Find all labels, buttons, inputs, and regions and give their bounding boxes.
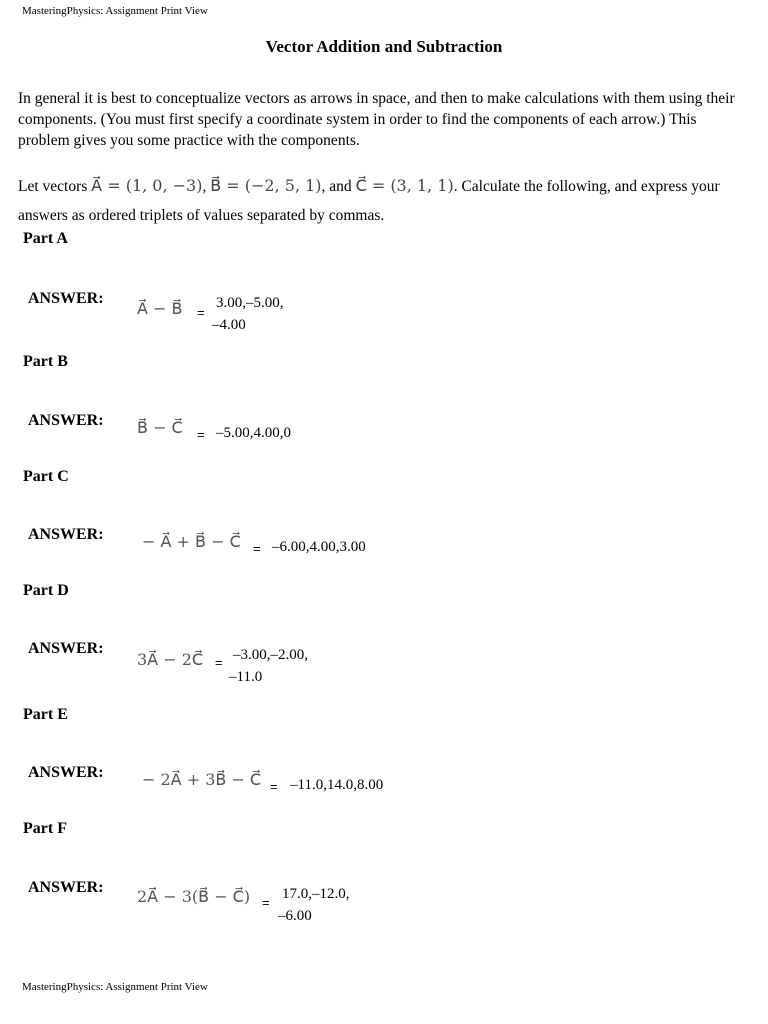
part-c-label: Part C: [23, 468, 69, 485]
part-e-value-line1: –11.0,14.0,8.00: [290, 777, 384, 793]
part-d-value-line2: –11.0: [229, 669, 263, 685]
page-title: Vector Addition and Subtraction: [265, 37, 503, 56]
part-b-value-line1: –5.00,4.00,0: [216, 425, 291, 441]
part-e-equals: =: [270, 779, 278, 794]
vector-definitions: [18, 171, 748, 230]
part-d-expression: 3A⃗ − 2C⃗: [137, 650, 204, 669]
let-separator-2: , and: [321, 178, 356, 195]
part-f-value-line1: 17.0,–12.0,: [282, 886, 350, 902]
part-a-equals: =: [197, 305, 205, 320]
vector-a-definition: A⃗ = (1, 0, −3): [91, 176, 203, 195]
part-b-expression: B⃗ − C⃗: [137, 418, 183, 437]
part-a-expression: A⃗ − B⃗: [137, 299, 183, 318]
vector-b-definition: B⃗ = (−2, 5, 1): [210, 176, 322, 195]
page-footer: MasteringPhysics: Assignment Print View: [22, 981, 208, 993]
let-separator-1: ,: [202, 178, 211, 195]
vector-c-definition: C⃗ = (3, 1, 1): [355, 176, 454, 195]
part-f-answer-label: ANSWER:: [28, 879, 104, 896]
part-a-value-line1: 3.00,–5.00,: [216, 295, 284, 311]
part-f-expression: 2A⃗ − 3(B⃗ − C⃗): [137, 887, 251, 906]
part-c-equals: =: [253, 541, 261, 556]
part-d-answer-label: ANSWER:: [28, 640, 104, 657]
part-b-label: Part B: [23, 353, 68, 370]
part-e-expression: − 2A⃗ + 3B⃗ − C⃗: [142, 770, 262, 789]
part-d-value-line1: –3.00,–2.00,: [233, 647, 308, 663]
part-c-value-line1: –6.00,4.00,3.00: [272, 539, 366, 555]
part-b-answer-label: ANSWER:: [28, 412, 104, 429]
part-c-answer-label: ANSWER:: [28, 526, 104, 543]
intro-paragraph: In general it is best to conceptualize vectors as arrows in space, and then to make calculations with them using their components. (You must first specify a coordinate system in order to find the components of each arrow.) This problem gives you some practice with the components.: [18, 90, 735, 149]
page-header: MasteringPhysics: Assignment Print View: [22, 5, 208, 17]
part-f-label: Part F: [23, 820, 67, 837]
let-prefix: Let vectors: [18, 178, 92, 195]
part-f-equals: =: [262, 895, 270, 910]
part-d-label: Part D: [23, 582, 69, 599]
part-d-equals: =: [215, 655, 223, 670]
part-a-label: Part A: [23, 230, 68, 247]
part-e-label: Part E: [23, 706, 68, 723]
part-f-value-line2: –6.00: [278, 908, 312, 924]
part-e-answer-label: ANSWER:: [28, 764, 104, 781]
part-c-expression: − A⃗ + B⃗ − C⃗: [142, 532, 241, 551]
part-b-equals: =: [197, 427, 205, 442]
part-a-answer-label: ANSWER:: [28, 290, 104, 307]
let-suffix: . Calculate the following, and express your answers as ordered triplets of values separated by commas.: [18, 178, 720, 224]
part-a-value-line2: –4.00: [212, 317, 246, 333]
